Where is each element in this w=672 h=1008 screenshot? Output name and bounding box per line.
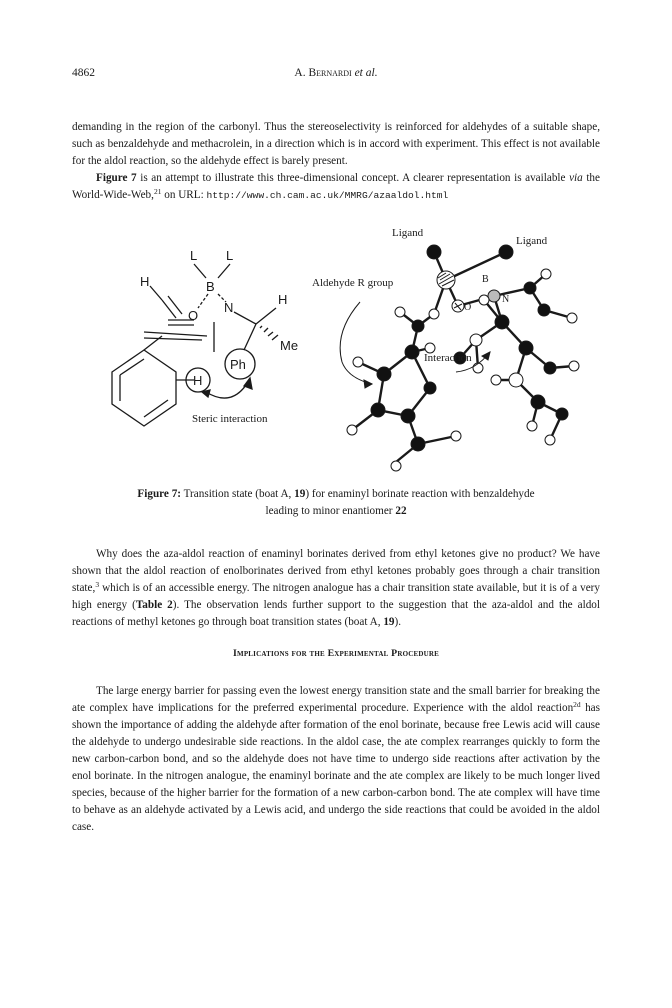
figure-caption — [120, 486, 552, 520]
model-arrows — [340, 302, 490, 388]
phenyl-label: Ph — [230, 357, 246, 372]
model-atom-O: O — [464, 302, 472, 313]
page-number: 4862 — [72, 67, 95, 79]
interaction-label: Interaction — [424, 352, 472, 364]
paragraph-aza-aldol — [72, 546, 600, 631]
paragraph-implications — [72, 683, 600, 836]
paragraph-continuation: demanding in the region of the carbonyl. Thus the stereoselectivity is reinforced for aldehydes of a suitable shape, such as benzaldehyde and methacrolein, in a direction which is in accord with experiment. This effect is not available for the aldol reaction, so the aldehyde effect is barely present. — [72, 121, 600, 167]
atom-H-right: H — [278, 292, 288, 307]
caption-text: Transition state (boat A, — [181, 488, 295, 500]
compound-number: 19 — [383, 616, 395, 628]
author-surname: Bernardi — [308, 67, 352, 79]
text-run: The large energy barrier for passing even the lowest energy transition state and the small barrier for breaking the ate complex have implications for the preferred experimental procedure. Experience with the aldol reaction — [72, 685, 600, 714]
section-heading: Implications for the Experimental Procedure — [233, 648, 439, 659]
text-run: Why does the aza-aldol reaction of enaminyl borinates derived from ethyl ketones give no product? We have shown that the aldol reaction of enolborinates derived from ethyl ketones probably goes through a chair transition state, — [72, 548, 600, 594]
ligand-top-label: Ligand — [392, 227, 424, 239]
text-run: which is of an accessible energy. The nitrogen analogue has a chair transition state available, but it is of a very high energy ( — [72, 582, 600, 611]
figure-7 — [72, 222, 600, 480]
atom-B: B — [206, 279, 215, 294]
author-etal: et al. — [351, 67, 378, 79]
transition-state-schematic — [112, 264, 278, 426]
atom-N: N — [224, 300, 234, 315]
table-ref: Table 2 — [135, 599, 173, 611]
aldehyde-r-group-label: Aldehyde R group — [312, 277, 394, 289]
author-initial: A. — [294, 67, 309, 79]
url-link[interactable]: http://www.ch.cam.ac.uk/MMRG/azaaldol.html — [206, 190, 449, 201]
caption-label: Figure 7: — [137, 488, 182, 500]
compound-number: 22 — [395, 505, 407, 517]
caption-text: ) for enaminyl borinate reaction with benzaldehyde leading to minor enantiomer — [265, 488, 535, 517]
compound-number: 19 — [294, 488, 306, 500]
text-run: has shown the importance of adding the aldehyde after formation of the enol borinate, because free Lewis acid will cause the aldehyde to undergo undesirable side reactions. In the aldol case, the ate complex rearranges quickly to form the new carbon-carbon bond, and so the aldehyde does not have time to undergo side reactions after activation by the enol borinate. In the nitrogen analogue, the enaminyl borinate and the ate complex are likely to be much longer lived species, because of the higher barrier for the formation of a new carbon-carbon bond. The ate complex will have time to behave as an aldehyde activated by a Lewis acid, and undergo the side reactions that could be avoided in the aldol case. — [72, 702, 600, 833]
model-atom-B: B — [482, 274, 489, 285]
methyl-label: Me — [280, 338, 299, 353]
model-atom-N: N — [502, 294, 510, 305]
atom-H-left: H — [140, 274, 150, 289]
text-run: is an attempt to illustrate this three-dimensional concept. A clearer representation is available — [136, 172, 570, 184]
paragraph-figure-reference — [72, 170, 600, 204]
citation-sup: 3 — [95, 580, 100, 589]
text-run: the World-Wide-Web, — [72, 172, 600, 201]
ligand-right-label: Ligand — [516, 235, 548, 247]
running-header — [0, 67, 672, 79]
atom-O: O — [188, 308, 199, 323]
figure-ref: Figure 7 — [96, 172, 137, 184]
ligand-L2: L — [226, 248, 234, 263]
steric-interaction-label: Steric interaction — [192, 413, 268, 425]
citation-sup: 21 — [153, 187, 162, 196]
ligand-L1: L — [190, 248, 198, 263]
text-run: ). — [394, 616, 402, 628]
text-run: on URL: — [161, 189, 207, 201]
citation-sup: 2d — [573, 700, 581, 709]
text-run-italic: via — [569, 172, 583, 184]
text-run: ). The observation lends further support to the suggestion that the aza-aldol and the aldol reactions of methyl ketones go through boat transition states (boat A, — [72, 599, 601, 628]
ring-H-label: H — [193, 373, 203, 388]
